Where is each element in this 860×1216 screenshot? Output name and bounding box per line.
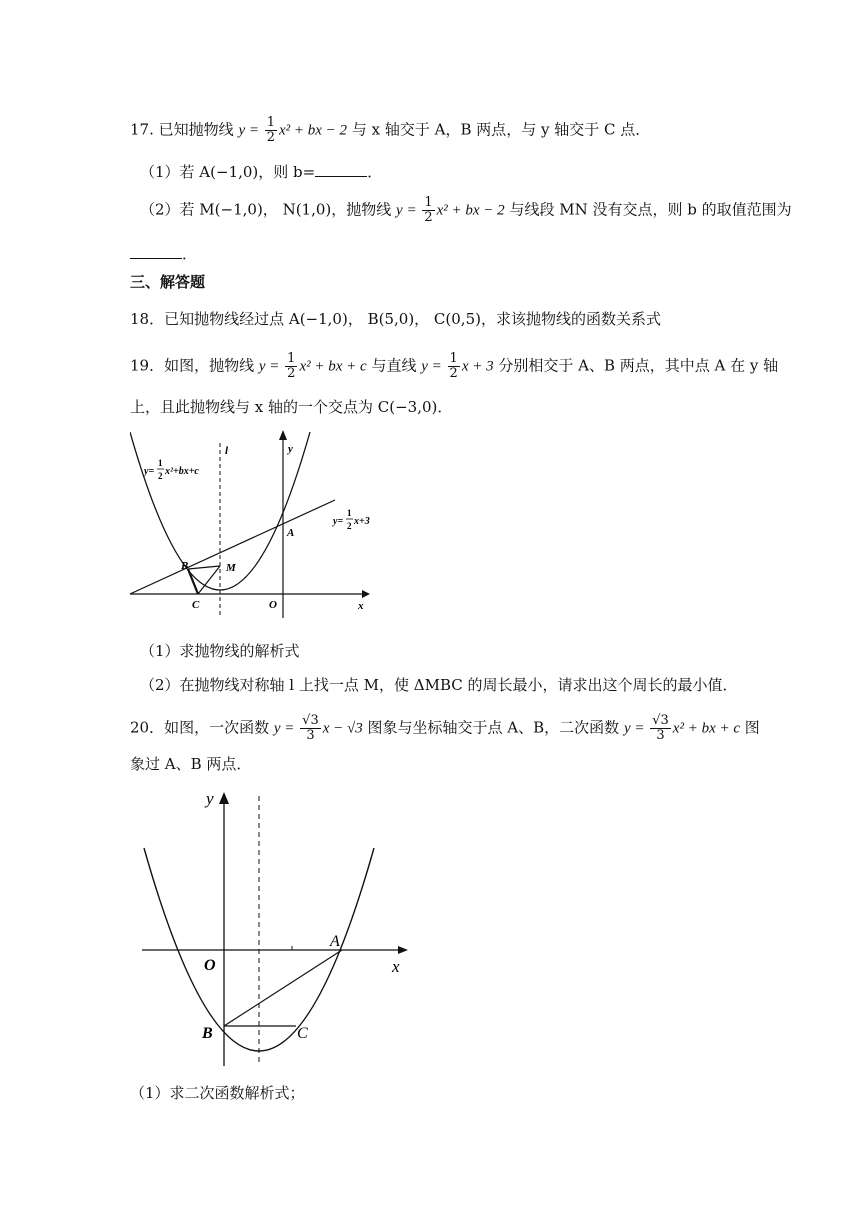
fraction: $\frac{√3}{3}$ [652,713,669,743]
label-y: y [288,443,293,455]
line-label: y= [333,516,344,527]
line-label-den: 2 [347,521,352,531]
label-x: x [392,957,400,976]
answer-blank [130,244,182,259]
fraction: $\frac{1}{2}$ [449,351,458,381]
segment-bc [188,569,198,594]
q19-part2: （2）在抛物线对称轴 l 上找一点 M，使 ΔMBC 的周长最小，请求出这个周长的最小值． [140,676,738,694]
fraction: $\frac{√3}{3}$ [302,713,319,743]
parabola-label-num: 1 [158,458,163,468]
y-axis-arrow [279,430,287,440]
fraction: $\frac{1}{2}$ [266,115,275,145]
q19-stem-line2: 上，且此抛物线与 x 轴的一个交点为 C(−3,0)． [130,398,453,416]
q20-figure [140,786,420,1066]
label-C: C [192,599,200,611]
section-heading: 三、解答题 [130,273,206,291]
q19-figure [130,428,380,618]
parabola-label-tail: x²+bx+c [165,466,199,477]
parabola-label-den: 2 [158,471,163,481]
label-O: O [204,957,216,974]
label-B: B [181,560,189,572]
x-axis-arrow [362,590,370,598]
q20-stem-line2: 象过 A、B 两点． [130,755,252,773]
line-label-tail: x+3 [354,516,370,527]
q19-part1: （1）求抛物线的解析式 [140,642,300,660]
label-B: B [202,1025,213,1042]
x-axis-arrow [398,946,408,954]
label-C: C [297,1025,308,1042]
q17-stem: 17. 已知抛物线 y = $\frac{1}{2}$ x² + bx − 2 与 x 轴交于 A，B 两点，与 y 轴交于 C 点． [130,115,651,145]
q17-part2-blank: ． [130,244,197,264]
q20-part1: （1）求二次函数解析式； [130,1084,305,1102]
fraction: $\frac{1}{2}$ [424,195,433,225]
label-x: x [358,600,364,612]
q18-stem: 18．已知抛物线经过点 A(−1,0)， B(5,0)， C(0,5)，求该抛物线的函数关系式 [130,310,661,328]
q20-stem: 20．如图，一次函数 y = $\frac{√3}{3}$ x − √3 图象与坐标轴交于点 A、B，二次函数 y = $\frac{√3}{3}$ x² + bx + c 图 [130,713,760,743]
label-M: M [226,562,236,574]
fraction: $\frac{1}{2}$ [287,351,296,381]
q17-part2: （2）若 M(−1,0)， N(1,0)，抛物线 y = $\frac{1}{2}$ x² + bx − 2 与线段 MN 没有交点，则 b 的取值范围为 [140,195,792,225]
label-A: A [330,933,340,950]
q17-part1: （1）若 A(−1,0)，则 b= ． [140,163,383,181]
parabola-label: y= [144,466,155,477]
segment-ab [224,950,342,1026]
label-y: y [206,789,214,808]
y-axis-arrow [219,792,229,804]
line-curve [130,500,335,594]
label-O: O [269,599,277,611]
label-A: A [287,527,295,539]
answer-blank [315,162,367,177]
segment-bm [188,566,220,569]
q19-stem: 19．如图，抛物线 y = $\frac{1}{2}$ x² + bx + c 与直线 y = $\frac{1}{2}$ x + 3 分别相交于 A、B 两点，其中点 A 在 y 轴 [130,351,779,381]
label-l: l [225,445,229,457]
line-label-num: 1 [347,508,352,518]
